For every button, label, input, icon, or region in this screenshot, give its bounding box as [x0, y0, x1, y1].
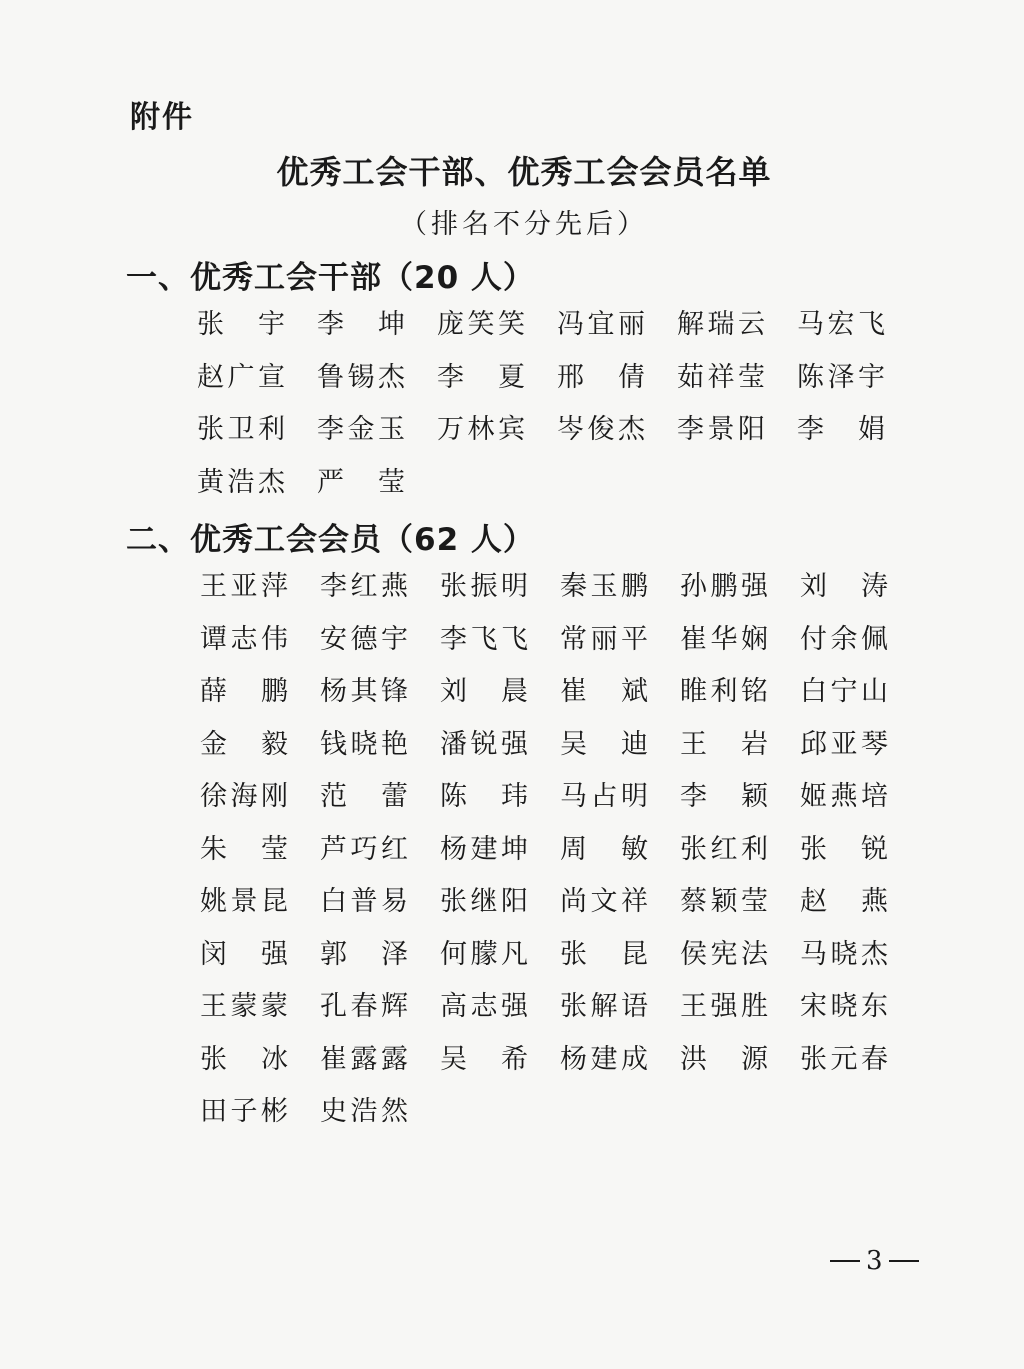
person-name: 崔 露 露 [320, 1043, 408, 1075]
person-name: 秦 玉 鹏 [560, 571, 648, 602]
person-name: 李 金 玉 [317, 414, 405, 445]
person-name: 安 德 宇 [320, 623, 408, 655]
person-name: 朱 莹 [200, 833, 288, 865]
person-name: 白 普 易 [320, 886, 408, 917]
person-name: 张 冰 [200, 1043, 288, 1075]
person-name: 李 颖 [680, 781, 768, 812]
person-name: 吴 迪 [560, 728, 648, 760]
person-name: 马 晓 杰 [800, 938, 888, 970]
person-name: 李 娟 [797, 414, 885, 445]
person-name: 洪 源 [680, 1043, 768, 1075]
person-name: 姚 景 昆 [200, 886, 288, 917]
person-name: 金 毅 [200, 728, 288, 760]
person-name: 侯 宪 法 [680, 938, 768, 970]
person-name: 张 卫 利 [197, 414, 285, 445]
page-number-value: 3 [866, 1246, 883, 1276]
person-name: 马 宏 飞 [797, 309, 885, 340]
person-name: 李 景 阳 [677, 414, 765, 445]
person-name: 范 蕾 [320, 781, 408, 812]
person-name: 芦 巧 红 [320, 833, 408, 865]
person-name: 宋 晓 东 [800, 991, 888, 1022]
person-name: 张 元 春 [800, 1043, 888, 1075]
person-name: 薛 鹏 [200, 676, 288, 707]
section-1-name-list [197, 299, 917, 509]
person-name: 崔 华 娴 [680, 623, 768, 655]
person-name: 张 宇 [197, 309, 285, 340]
person-name: 王 蒙 蒙 [200, 991, 288, 1022]
person-name: 陈 玮 [440, 781, 528, 812]
person-name: 钱 晓 艳 [320, 728, 408, 760]
person-name: 严 莹 [317, 466, 405, 498]
person-name: 张 红 利 [680, 833, 768, 865]
person-name: 邱 亚 琴 [800, 728, 888, 760]
person-name: 冯 宜 丽 [557, 309, 645, 340]
person-name: 邢 倩 [557, 361, 645, 393]
person-name: 马 占 明 [560, 781, 648, 812]
person-name: 潘 锐 强 [440, 728, 528, 760]
person-name: 蔡 颖 莹 [680, 886, 768, 917]
person-name: 张 锐 [800, 833, 888, 865]
person-name: 高 志 强 [440, 991, 528, 1022]
person-name: 何 朦 凡 [440, 938, 528, 970]
page-number-dash-right [889, 1260, 919, 1262]
section-2-name-list [200, 561, 920, 1139]
person-name: 杨 其 锋 [320, 676, 408, 707]
person-name: 孔 春 辉 [320, 991, 408, 1022]
person-name: 睢 利 铭 [680, 676, 768, 707]
person-name: 茹 祥 莹 [677, 361, 765, 393]
person-name: 周 敏 [560, 833, 648, 865]
person-name: 庞 笑 笑 [437, 309, 525, 340]
person-name: 郭 泽 [320, 938, 408, 970]
person-name: 解 瑞 云 [677, 309, 765, 340]
person-name: 张 继 阳 [440, 886, 528, 917]
person-name: 吴 希 [440, 1043, 528, 1075]
person-name: 孙 鹏 强 [680, 571, 768, 602]
person-name: 张 昆 [560, 938, 648, 970]
section-2-heading: 二、优秀工会会员（62 人） [126, 522, 535, 558]
person-name: 李 飞 飞 [440, 623, 528, 655]
person-name: 付 余 佩 [800, 623, 888, 655]
person-name: 徐 海 刚 [200, 781, 288, 812]
person-name: 杨 建 坤 [440, 833, 528, 865]
person-name: 李 坤 [317, 309, 405, 340]
person-name: 张 解 语 [560, 991, 648, 1022]
person-name: 王 亚 萍 [200, 571, 288, 602]
person-name: 刘 晨 [440, 676, 528, 707]
person-name: 姬 燕 培 [800, 781, 888, 812]
attachment-label: 附件 [130, 100, 194, 135]
document-title: 优秀工会干部、优秀工会会员名单 [276, 153, 772, 191]
person-name: 李 夏 [437, 361, 525, 393]
person-name: 王 强 胜 [680, 991, 768, 1022]
person-name: 鲁 锡 杰 [317, 361, 405, 393]
person-name: 黄 浩 杰 [197, 466, 285, 498]
person-name: 王 岩 [680, 728, 768, 760]
page-number [830, 1246, 919, 1276]
person-name: 杨 建 成 [560, 1043, 648, 1075]
section-1-heading: 一、优秀工会干部（20 人） [126, 260, 535, 296]
person-name: 张 振 明 [440, 571, 528, 602]
page-number-dash-left [830, 1260, 860, 1262]
document-subtitle: （排名不分先后） [400, 209, 648, 240]
person-name: 白 宁 山 [800, 676, 888, 707]
person-name: 尚 文 祥 [560, 886, 648, 917]
person-name: 闵 强 [200, 938, 288, 970]
person-name: 陈 泽 宇 [797, 361, 885, 393]
person-name: 赵 燕 [800, 886, 888, 917]
person-name: 崔 斌 [560, 676, 648, 707]
person-name: 史 浩 然 [320, 1096, 408, 1127]
person-name: 刘 涛 [800, 571, 888, 602]
person-name: 谭 志 伟 [200, 623, 288, 655]
person-name: 岑 俊 杰 [557, 414, 645, 445]
person-name: 李 红 燕 [320, 571, 408, 602]
person-name: 田 子 彬 [200, 1096, 288, 1127]
person-name: 赵 广 宣 [197, 361, 285, 393]
person-name: 常 丽 平 [560, 623, 648, 655]
person-name: 万 林 宾 [437, 414, 525, 445]
